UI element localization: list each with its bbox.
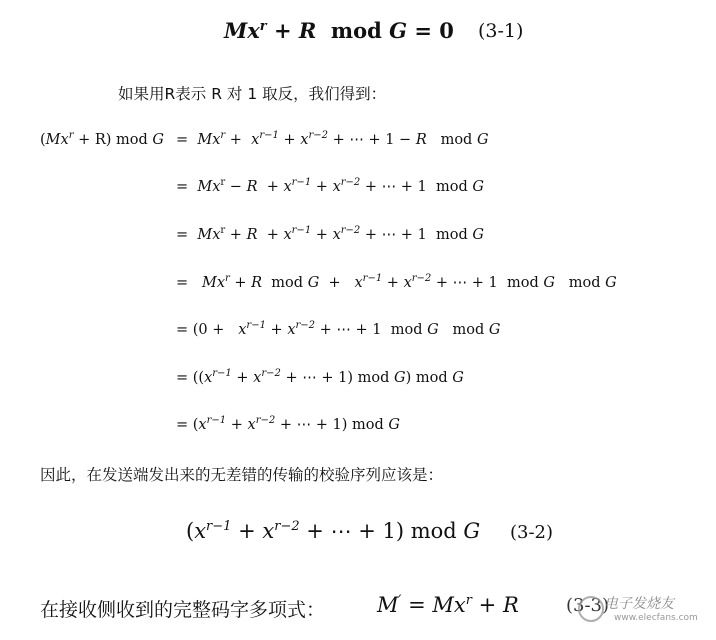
watermark-url: www.elecfans.com [614,613,698,623]
equation-3-2: ($x^{r-1} + x^{r-2}$ + ⋯ + 1) mod G [186,519,481,543]
equation-3-3: $M' = Mx^r + R$ [377,593,519,617]
watermark-logo-icon [578,596,604,622]
derivation-step: = $Mx^r + x^{r-1} + x^{r-2}$ + ⋯ + 1 − R mod G [176,130,489,148]
derivation-step: = (($x^{r-1} + x^{r-2}$ + ⋯ + 1) mod G) mod G [176,368,464,386]
equation-number: (3-3) [566,595,610,616]
watermark-name: 电子发烧友 [604,596,674,612]
derivation-step: = ($0 + x^{r-1} + x^{r-2}$ + ⋯ + 1 mod G mod G [176,320,501,338]
derivation-step: = $Mx^r + R$ mod $G + x^{r-1} + x^{r-2}$ + ⋯ + 1 mod G mod G [176,273,617,291]
derivation-step: = $Mx^r + R + x^{r-1} + x^{r-2}$ + ⋯ + 1 mod G [176,225,484,243]
received-text: 在接收侧收到的完整码字多项式： [40,599,326,621]
equation-number: (3-1) [478,20,524,42]
derivation-step: = $Mx^r - R + x^{r-1} + x^{r-2}$ + ⋯ + 1 mod G [176,177,484,195]
equation-number: (3-2) [510,522,554,543]
intro-text: 如果用R表示 R 对 1 取反，我们得到： [118,85,387,103]
equation-3-1: $Mx^r + R$ mod G = 0 [224,18,454,43]
derivation-step: = ($x^{r-1} + x^{r-2}$ + ⋯ + 1) mod G [176,415,400,433]
derivation-lhs: $(Mx^r + R)$ mod G [40,130,164,148]
conclusion-text: 因此，在发送端发出来的无差错的传输的校验序列应该是： [40,466,444,484]
